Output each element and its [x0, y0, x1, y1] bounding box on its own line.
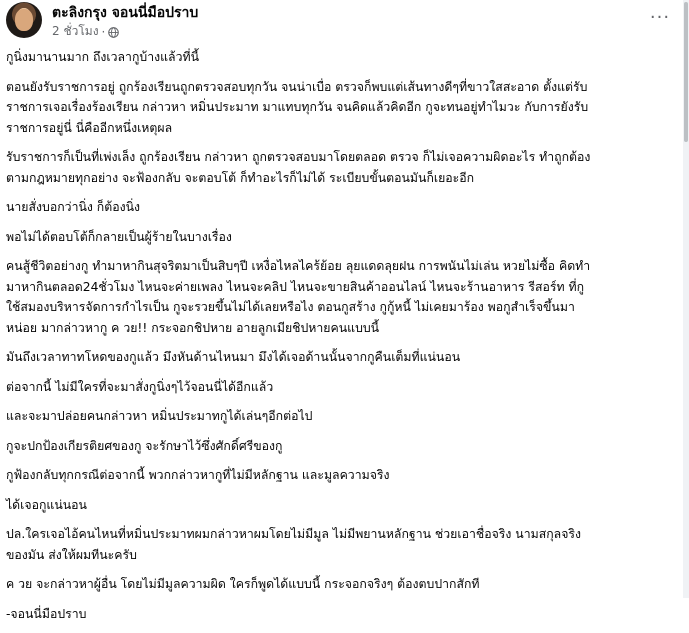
globe-icon[interactable]	[108, 27, 119, 38]
post-paragraph	[6, 227, 678, 248]
post-text-line: นายสั่งบอกว่านิ่ง ก็ต้องนิ่ง	[6, 200, 141, 214]
post-text-line: หน่อย มากล่าวหากู ค วย!! กระจอกชิปหาย อายลูกเมียชิปหายคนแบบนี้	[6, 320, 380, 335]
post-text-line: ใช้สมองบริหารจัดการกำไรเป็น กูจะรวยขึ้นไม่ได้เลยหรือไง ตอนกูสร้าง กูกู้หนี้ ไม่เคยมาร้อง พอกูสำเร็จขึ้นมา	[6, 300, 575, 314]
post-text-line: ปล.ใครเจอไอ้คนไหนที่หมิ่นประมาทผมกล่าวหาผมโดยไม่มีมูล ไม่มีพยานหลักฐาน ช่วยเอาชื่อจริง นามสกุลจริง	[6, 527, 582, 541]
avatar-face	[15, 9, 33, 31]
avatar[interactable]	[6, 2, 42, 38]
post-paragraph	[6, 47, 678, 68]
post-paragraph	[6, 77, 678, 139]
post-text-line: ตอนยังรับราชการอยู่ ถูกร้องเรียนถูกตรวจสอบทุกวัน จนน่าเบื่อ ตรวจก็พบแต่เส้นทางดีๆที่ขาวใสสะอาด ตั้งแต่รับ	[6, 79, 588, 94]
post-text-line: ค วย จะกล่าวหาผู้อื่น โดยไม่มีมูลความผิด ใครก็พูดได้แบบนี้ กระจอกจริงๆ ต้องตบปากสักที	[6, 577, 480, 591]
post-text-line: พอไม่ได้ตอบโต้ก็กลายเป็นผู้ร้ายในบางเรื่อง	[6, 229, 232, 244]
post-text-line: กูนิ่งมานานมาก ถึงเวลากูบ้างแล้วที่นี้	[6, 50, 199, 64]
scrollbar-thumb[interactable]	[684, 2, 688, 142]
post-text-line: มันถึงเวลาทาทโหดของกูแล้ว มึงหันด้านไหนมา มึงได้เจอด้านนั้นจากกูคืนเต็มที่แน่นอน	[6, 350, 461, 364]
more-options-icon[interactable]: ···	[649, 7, 671, 28]
post-paragraph	[6, 604, 678, 625]
post-text-line: ได้เจอกูแน่นอน	[6, 497, 87, 512]
post-paragraph	[6, 495, 678, 516]
scrollbar[interactable]	[683, 0, 689, 598]
post-text-line: ราชการเจอเรื่องร้องเรียน กล่าวหา หมิ่นประมาท มาแทบทุกวัน จนคิดแล้วคิดอีก กูจะทนอยู่ทำไมวะ กับการยังรับ	[6, 100, 589, 114]
post-text-line: ของมัน ส่งให้ผมทีนะครับ	[6, 547, 137, 562]
post-text-line: และจะมาปล่อยคนกล่าวหา หมิ่นประมาทกูได้เล่นๆอีกต่อไป	[6, 409, 313, 423]
post-paragraph	[6, 377, 678, 398]
post-header	[6, 2, 676, 38]
post-body	[6, 47, 678, 633]
post-paragraph	[6, 524, 678, 565]
post-text-line: มาหากินตลอด24ชั่วโมง ไหนจะค่ายเพลง ไหนจะคลิป ไหนจะขายสินค้าออนไลน์ ไหนจะร้านอาหาร รีสอร์ท ที่กู	[6, 279, 585, 294]
post-paragraph	[6, 256, 678, 338]
post-text-line: กูฟ้องกลับทุกกรณีต่อจากนี้ พวกกล่าวหากูที่ไม่มีหลักฐาน และมูลความจริง	[6, 468, 390, 482]
post-text-line: ราชการอยู่นี่ นี่คืออีกหนึ่งเหตุผล	[6, 120, 173, 135]
post-paragraph	[6, 147, 678, 188]
post-paragraph	[6, 406, 678, 427]
post-paragraph	[6, 347, 678, 368]
meta-separator: ·	[101, 24, 106, 39]
author-name[interactable]: ตะลิงกรุง จอนนี่มือปราบ	[52, 5, 199, 21]
post-text-line: คนสู้ชีวิตอย่างกู ทำมาหากินสุจริตมาเป็นสิบๆปี เหงื่อไหลไคร้ย้อย ลุยแดดลุยฝน การพนันไม่เล่น หวยไม่ซื้อ คิดทำ	[6, 259, 591, 273]
post-text-line: กูจะปกป้องเกียรติยศของกู จะรักษาไว้ซึ่งศักดิ์ศรีของกู	[6, 438, 283, 453]
post-text-line: รับราชการก็เป็นที่เพ่งเล็ง ถูกร้องเรียน กล่าวหา ถูกตรวจสอบมาโดยตลอด ตรวจ ก็ไม่เจอความผิดอะไร ทำถูกต้อง	[6, 150, 591, 164]
post-paragraph	[6, 574, 678, 595]
post-timestamp[interactable]: 2 ชั่วโมง	[52, 24, 99, 38]
post-text-line: -จอนนี่มือปราบ	[6, 606, 87, 621]
post-text-line: ตามกฎหมายทุกอย่าง จะฟ้องกลับ จะตอบโต้ ก็ทำอะไรก็ไม่ได้ ระเบียบขั้นตอนมันก็เยอะอีก	[6, 170, 475, 185]
post-text-line: ต่อจากนี้ ไม่มีใครที่จะมาสั่งกูนิ่งๆไว้จอนนี่ได้อีกแล้ว	[6, 379, 274, 394]
post-paragraph	[6, 465, 678, 486]
post-paragraph	[6, 436, 678, 457]
post-meta	[52, 22, 119, 41]
post-paragraph	[6, 197, 678, 218]
